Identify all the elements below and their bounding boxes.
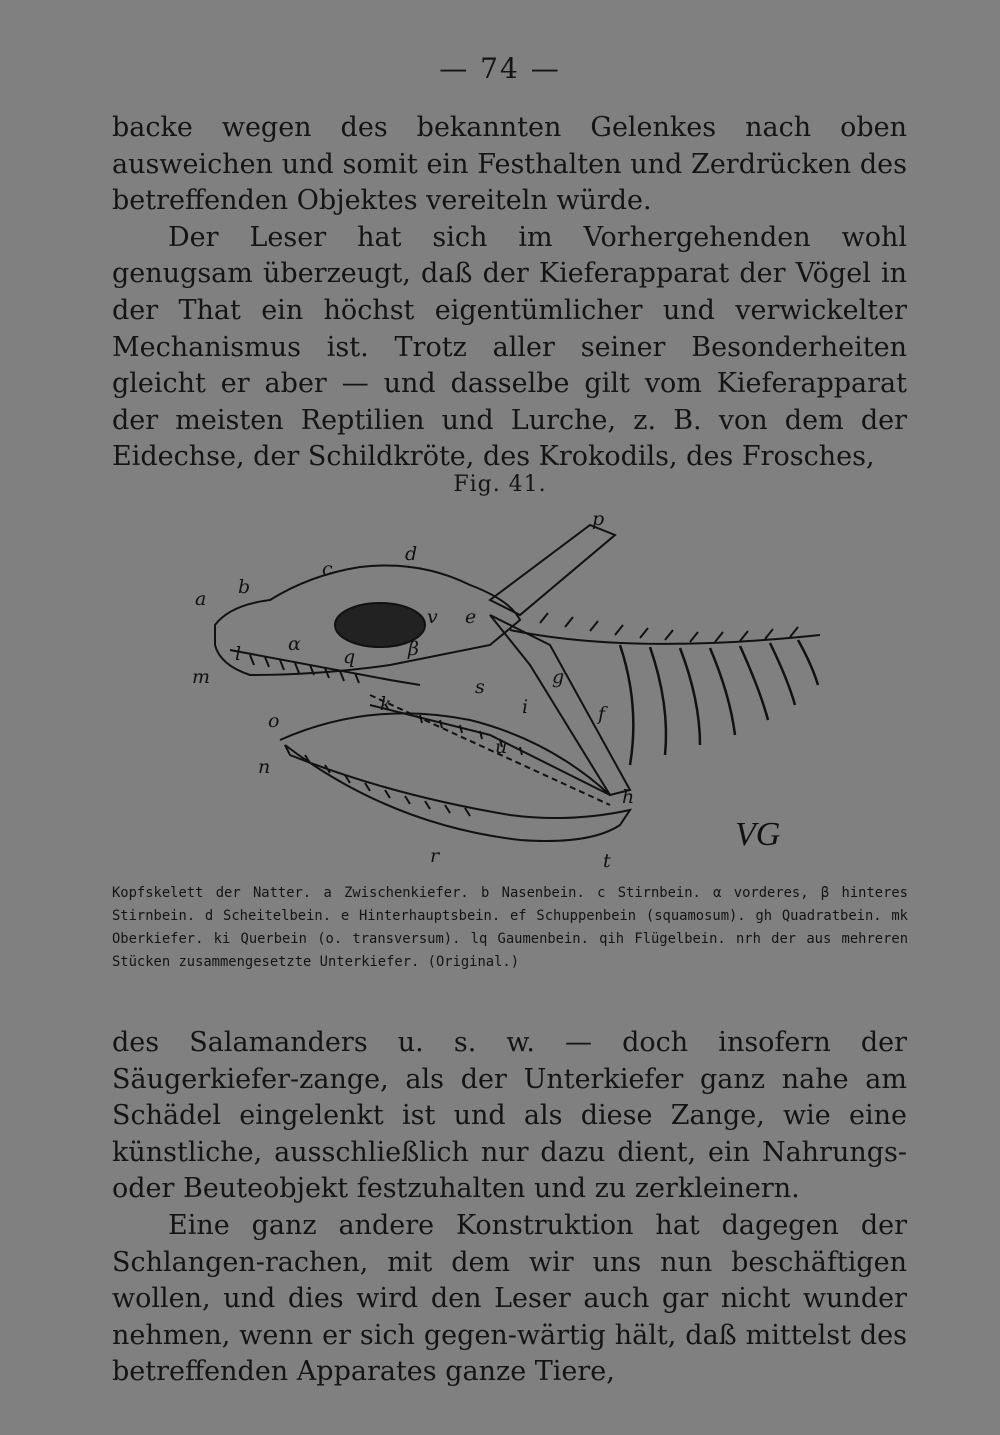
figure-letter-b: b [238, 576, 251, 598]
ribs [620, 640, 818, 765]
figure-letter-a: a [195, 588, 207, 610]
snake-skull-illustration [190, 505, 830, 880]
figure-letter-g: g [552, 666, 565, 688]
paragraph-3: des Salamanders u. s. w. — doch insofern der Säugerkiefer-zange, als der Unterkiefer ganz nahe am Schädel eingelenkt ist und als diese Zange, wie eine künstliche, ausschließlich nur dazu dient, ein Nahrungs- oder Beuteobjekt festzuhalten und zu zerkleinern. [112, 1027, 907, 1205]
figure-letter-u: u [495, 736, 508, 758]
figure-letter-l: l [235, 643, 242, 665]
paragraph-2: Der Leser hat sich im Vorhergehenden wohl genugsam überzeugt, daß der Kieferapparat der Vögel in der That ein höchst eigentümlicher und verwickelter Mechanismus ist. Trotz aller seiner Besonderheiten gleicht er aber — und dasselbe gilt vom Kieferapparat der meisten Reptilien und Lurche, z. B. von dem der Eidechse, der Schildkröte, des Krokodils, des Frosches, [112, 221, 907, 473]
figure-letter-k: k [380, 693, 392, 715]
figure-letter-h: h [622, 786, 635, 808]
dorsal-bone [490, 525, 615, 615]
figure-letter-p: p [592, 508, 605, 530]
figure-letter-q: q [343, 646, 356, 668]
paragraph-4: Eine ganz andere Konstruktion hat dagegen der Schlangen-rachen, mit dem wir uns nun beschäftigen wollen, und dies wird den Leser auch gar nicht wunder nehmen, wenn er sich gegen-wärtig hält, daß mittelst des betreffenden Apparates ganze Tiere, [112, 1209, 907, 1388]
figure-letter-m: m [192, 666, 211, 688]
figure-letter-e: e [465, 606, 477, 628]
lower-teeth [305, 755, 470, 816]
figure-letter-t: t [603, 850, 611, 872]
figure-letter-o: o [268, 710, 280, 732]
text-block-bottom [112, 1025, 907, 1391]
figure-letter-d: d [405, 543, 418, 565]
figure-label: Fig. 41. [453, 472, 547, 497]
text-block-top [112, 110, 907, 476]
figure-letter-i: i [522, 696, 529, 718]
paragraph-1: backe wegen des bekannten Gelenkes nach oben ausweichen und somit ein Festhalten und Zerdrücken des betreffenden Objektes vereiteln würde. [112, 112, 907, 217]
figure-letter-beta: β [408, 638, 419, 660]
snake-skull-figure [190, 505, 830, 880]
upper-jaw [230, 650, 420, 685]
figure-letter-n: n [258, 756, 271, 778]
vertebrae [540, 613, 798, 642]
vertebral-column [510, 630, 820, 644]
lower-jaw [285, 745, 630, 841]
page-number: — 74 — [439, 52, 561, 85]
figure-letter-r: r [430, 845, 440, 867]
figure-letter-f: f [598, 703, 606, 725]
figure-caption: Kopfskelett der Natter. a Zwischenkiefer. b Nasenbein. c Stirnbein. α vorderes, β hinteres Stirnbein. d Scheitelbein. e Hinterhauptsbein. ef Schuppenbein (squamosum). gh Quadratbein. mk Oberkiefer. ki Querbein (o. transversum). lq Gaumenbein. qih Flügelbein. nrh der aus mehreren Stücken zusammengesetzte Unterkiefer. (Original.) [112, 885, 908, 970]
dashed-line [370, 695, 610, 805]
artist-monogram: VG [735, 816, 781, 853]
figure-letter-s: s [475, 676, 485, 698]
figure-letter-v: v [427, 606, 438, 628]
mandible-arch [280, 713, 610, 795]
figure-letter-alpha: α [288, 633, 301, 655]
figure-letter-c: c [322, 558, 333, 580]
